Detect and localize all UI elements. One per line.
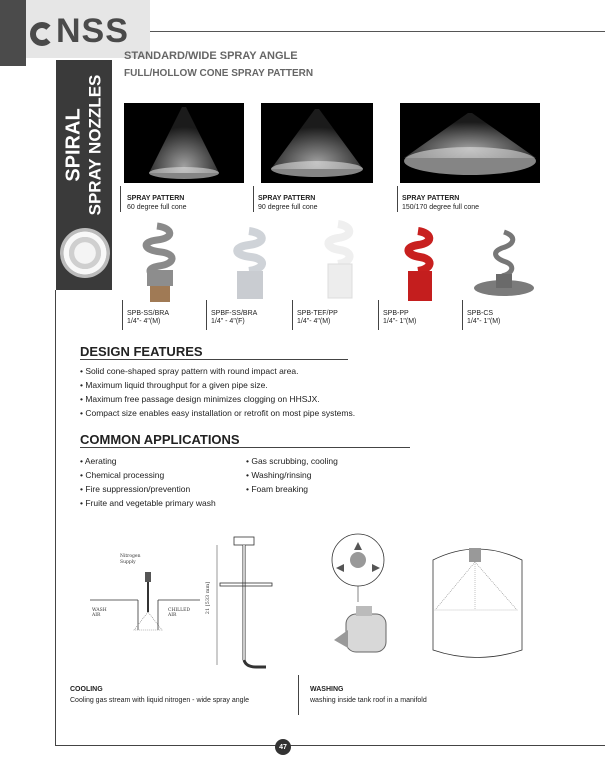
nozzle-rule [292,300,293,330]
label-nitrogen: Nitrogen [120,554,141,559]
logo-text: NSS [56,12,129,50]
nozzle-caption-2 [211,310,257,326]
header-rule [150,31,605,32]
spray-impact-disc-image [60,228,110,278]
application-item: • Chemical processing [80,468,216,482]
nozzle-size: 1/4"- 4"(M) [127,318,161,325]
side-title [56,60,112,230]
cooling-caption [70,686,249,704]
label-wash-air: WASH AIR [92,608,107,618]
nozzle-model: SPBF-SS/BRA [211,310,258,317]
nozzle-model: SPB-CS [467,310,494,317]
nozzle-size: 1/4" - 4"(F) [211,318,245,325]
label-chilled-air: CHILLED AIR [168,608,191,618]
nozzle-size: 1/4"- 1"(M) [383,318,417,325]
tank-drawing [425,540,530,665]
caption-rule [120,186,121,212]
cooling-text: Cooling gas stream with liquid nitrogen - wide spray angle [70,697,249,704]
nozzle-size: 1/4"- 1"(M) [467,318,501,325]
cooling-title: COOLING [70,686,103,693]
spray-caption-2 [258,194,318,212]
logo-c-mark [30,22,54,46]
section-underline [80,447,410,448]
application-item: • Fire suppression/prevention [80,482,216,496]
applications-col-2 [246,454,338,496]
washing-nozzle-drawing [318,522,398,672]
cooling-diagram [90,552,200,637]
nozzle-image-spbf-ss [225,225,275,305]
applications-col-1 [80,454,216,510]
diagram-divider [298,675,299,715]
spray-caption-label: SPRAY PATTERN [402,195,460,202]
dimension-label: 21 [533 mm] [205,581,212,615]
nozzle-rule [462,300,463,330]
nozzle-model: SPB-TEF/PP [297,310,338,317]
nozzle-image-spb-pp [400,225,440,305]
spray-caption-label: SPRAY PATTERN [127,195,185,202]
page-number: 47 [275,739,291,755]
nozzle-rule [206,300,207,330]
nozzle-size: 1/4"- 4"(M) [297,318,331,325]
nozzle-rule [378,300,379,330]
nozzle-image-spb-cs [470,228,540,303]
nozzle-caption-5 [467,310,500,326]
nozzle-caption-1 [127,310,169,326]
brand-logo [30,12,129,51]
logo-notch [0,0,26,66]
application-item: • Aerating [80,454,216,468]
feature-item: • Maximum free passage design minimizes clogging on HHSJX. [80,392,355,406]
caption-rule [397,186,398,212]
nozzle-caption-3 [297,310,338,326]
nozzle-image-spb-ss [135,220,185,305]
nozzle-image-spb-tef [320,218,360,303]
spray-caption-desc: 150/170 degree full cone [402,204,480,211]
application-item: • Gas scrubbing, cooling [246,454,338,468]
section-underline [80,359,348,360]
label-supply: Supply [120,560,136,565]
spray-caption-label: SPRAY PATTERN [258,195,316,202]
spray-photo-90 [261,103,373,183]
header-subtitle-1: STANDARD/WIDE SPRAY ANGLE [124,50,298,62]
washing-text: washing inside tank roof in a manifold [310,697,427,704]
dimension-drawing [205,535,287,675]
spray-caption-desc: 90 degree full cone [258,204,318,211]
left-rule [55,290,56,745]
side-title-line2: SPRAY NOZZLES [85,74,105,216]
washing-caption [310,686,427,704]
nozzle-model: SPB-SS/BRA [127,310,170,317]
applications-title: COMMON APPLICATIONS [80,432,240,447]
feature-item: • Compact size enables easy installation or retrofit on most pipe systems. [80,406,355,420]
design-features-title: DESIGN FEATURES [80,344,203,359]
application-item: • Foam breaking [246,482,338,496]
spray-caption-1 [127,194,187,212]
nozzle-rule [122,300,123,330]
washing-title: WASHING [310,686,344,693]
spray-caption-3 [402,194,479,212]
header-subtitle-2: FULL/HOLLOW CONE SPRAY PATTERN [124,68,314,79]
nozzle-caption-4 [383,310,416,326]
side-title-line1: SPIRAL [62,108,85,182]
nozzle-model: SPB-PP [383,310,409,317]
footer-rule [55,745,605,746]
spray-photo-60 [124,103,244,183]
spray-photo-150 [400,103,540,183]
feature-item: • Maximum liquid throughput for a given pipe size. [80,378,355,392]
feature-item: • Solid cone-shaped spray pattern with round impact area. [80,364,355,378]
spray-caption-desc: 60 degree full cone [127,204,187,211]
application-item: • Washing/rinsing [246,468,338,482]
caption-rule [253,186,254,212]
design-features-list [80,364,355,420]
application-item: • Fruite and vegetable primary wash [80,496,216,510]
